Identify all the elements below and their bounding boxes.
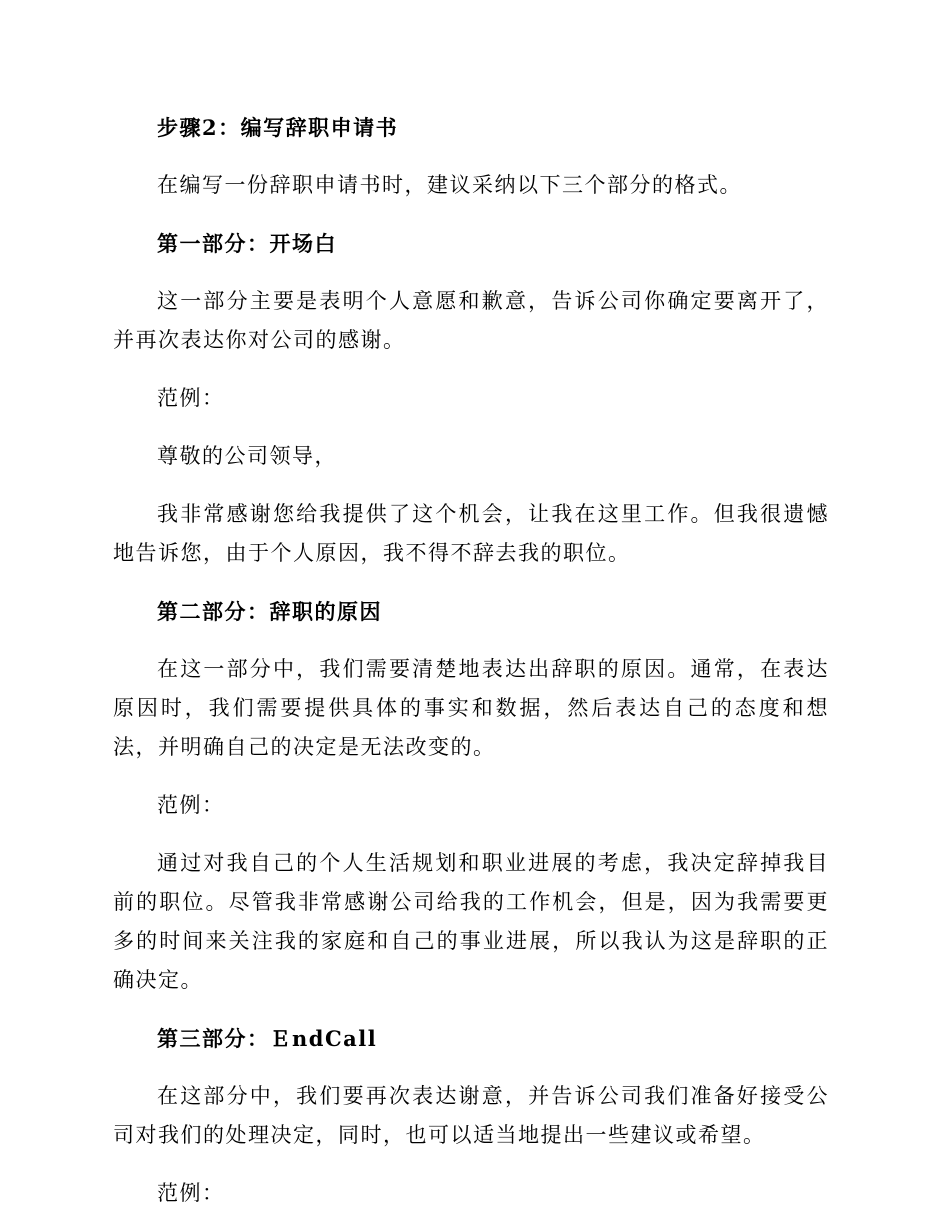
body-paragraph: 这一部分主要是表明个人意愿和歉意，告诉公司你确定要离开了，并再次表达你对公司的感谢。 bbox=[113, 289, 829, 352]
section-heading-part3: 第三部分：ＥndCall bbox=[157, 1026, 378, 1051]
document-page bbox=[113, 108, 829, 1213]
body-paragraph: 我非常感谢您给我提供了这个机会，让我在这里工作。但我很遗憾地告诉您，由于个人原因，我不得不辞去我的职位。 bbox=[113, 502, 829, 565]
section-heading-step2: 步骤2：编写辞职申请书 bbox=[157, 115, 399, 140]
example-label: 范例： bbox=[157, 1181, 225, 1205]
body-paragraph: 通过对我自己的个人生活规划和职业进展的考虑，我决定辞掉我目前的职位。尽管我非常感谢公司给我的工作机会，但是，因为我需要更多的时间来关注我的家庭和自己的事业进展，所以我认为这是辞职的正确决定。 bbox=[113, 851, 829, 992]
body-paragraph: 在这部分中，我们要再次表达谢意，并告诉公司我们准备好接受公司对我们的处理决定，同时，也可以适当地提出一些建议或希望。 bbox=[113, 1084, 829, 1147]
body-paragraph: 在这一部分中，我们需要清楚地表达出辞职的原因。通常，在表达原因时，我们需要提供具体的事实和数据，然后表达自己的态度和想法，并明确自己的决定是无法改变的。 bbox=[113, 657, 829, 759]
example-label: 范例： bbox=[157, 386, 225, 410]
section-heading-part2: 第二部分：辞职的原因 bbox=[157, 599, 382, 624]
body-paragraph: 尊敬的公司领导， bbox=[157, 444, 337, 468]
body-paragraph: 在编写一份辞职申请书时，建议采纳以下三个部分的格式。 bbox=[157, 173, 742, 197]
section-heading-part1: 第一部分：开场白 bbox=[157, 231, 337, 256]
example-label: 范例： bbox=[157, 793, 225, 817]
